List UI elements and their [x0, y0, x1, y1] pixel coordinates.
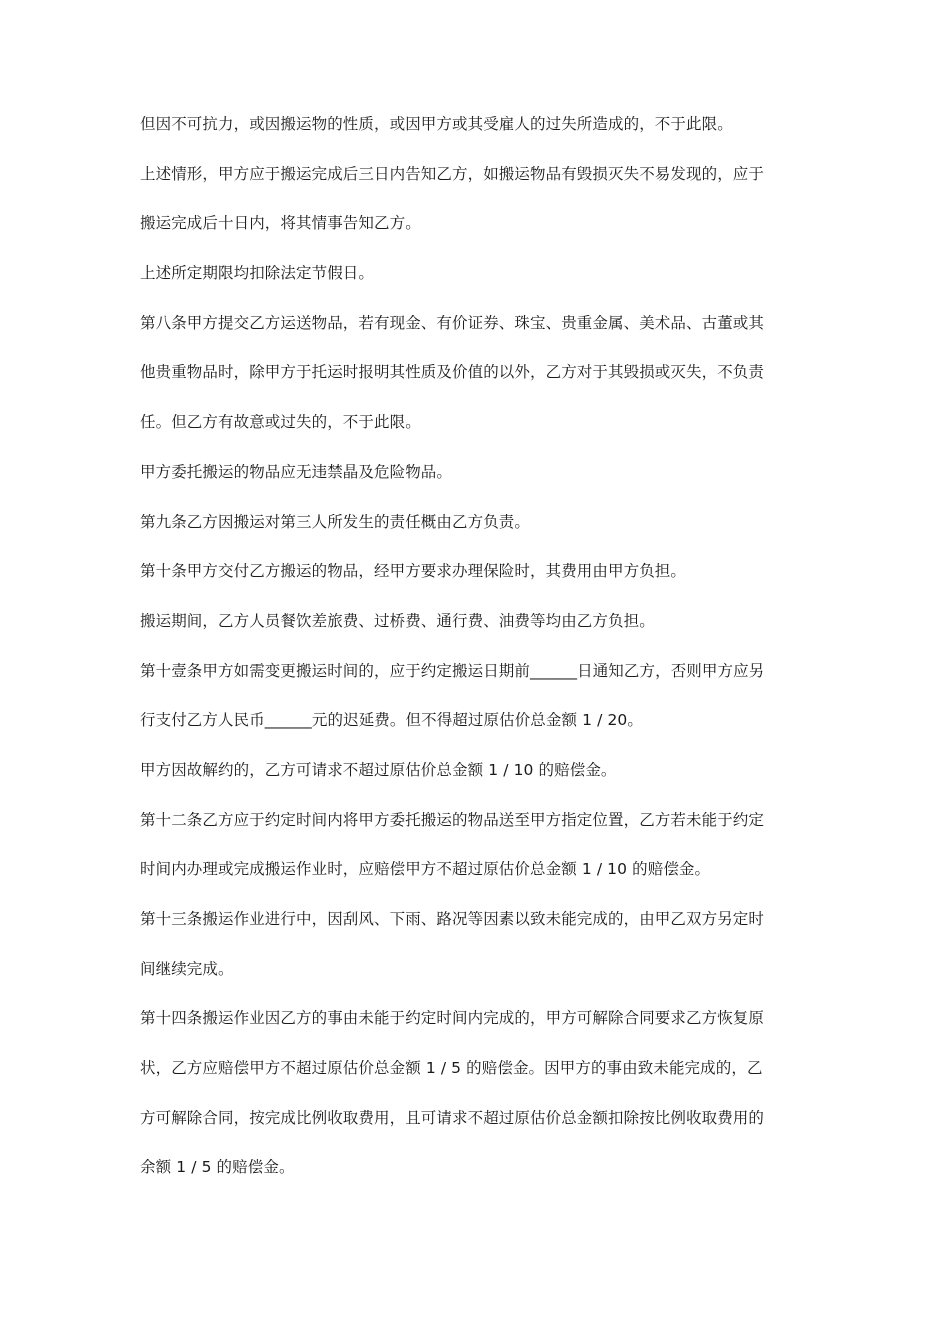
text-line: 上述情形，甲方应于搬运完成后三日内告知乙方，如搬运物品有毁损灭失不易发现的，应于 — [140, 164, 765, 183]
text-line: 他贵重物品时，除甲方于托运时报明其性质及价值的以外，乙方对于其毁损或灭失，不负责 — [140, 363, 765, 382]
text-line: 但因不可抗力，或因搬运物的性质，或因甲方或其受雇人的过失所造成的，不于此限。 — [140, 115, 733, 133]
text-line: 任。但乙方有故意或过失的，不于此限。 — [140, 413, 421, 432]
text-line: 第八条甲方提交乙方运送物品，若有现金、有价证券、珠宝、贵重金属、美术品、古董或其 — [140, 313, 765, 332]
text-line: 搬运期间，乙方人员餐饮差旅费、过桥费、通行费、油费等均由乙方负担。 — [140, 611, 655, 630]
text-line: 行支付乙方人民币______元的迟延费。但不得超过原估价总金额 1 / 20。 — [140, 711, 643, 730]
text-line: 方可解除合同，按完成比例收取费用，且可请求不超过原估价总金额扣除按比例收取费用的 — [140, 1108, 765, 1127]
text-line: 余额 1 / 5 的赔偿金。 — [140, 1158, 295, 1177]
document-body — [140, 100, 820, 1193]
text-line: 第十三条搬运作业进行中，因刮风、下雨、路况等因素以致未能完成的，由甲乙双方另定时 — [140, 910, 765, 928]
text-line: 上述所定期限均扣除法定节假日。 — [140, 264, 375, 283]
text-line: 第十四条搬运作业因乙方的事由未能于约定时间内完成的，甲方可解除合同要求乙方恢复原 — [140, 1009, 765, 1028]
text-line: 第十二条乙方应于约定时间内将甲方委托搬运的物品送至甲方指定位置，乙方若未能于约定 — [140, 810, 765, 829]
text-line: 第九条乙方因搬运对第三人所发生的责任概由乙方负责。 — [140, 512, 531, 531]
text-line: 第十条甲方交付乙方搬运的物品，经甲方要求办理保险时，其费用由甲方负担。 — [140, 562, 687, 581]
text-line: 甲方因故解约的，乙方可请求不超过原估价总金额 1 / 10 的赔偿金。 — [140, 760, 617, 779]
text-line: 状，乙方应赔偿甲方不超过原估价总金额 1 / 5 的赔偿金。因甲方的事由致未能完成的，乙 — [140, 1059, 763, 1078]
text-line: 搬运完成后十日内，将其情事告知乙方。 — [140, 214, 421, 233]
text-line: 甲方委托搬运的物品应无违禁晶及危险物品。 — [140, 462, 453, 481]
text-line: 第十壹条甲方如需变更搬运时间的，应于约定搬运日期前______日通知乙方，否则甲方应另 — [140, 661, 765, 680]
text-line: 间继续完成。 — [140, 959, 234, 978]
text-line: 时间内办理或完成搬运作业时，应赔偿甲方不超过原估价总金额 1 / 10 的赔偿金。 — [140, 860, 711, 879]
